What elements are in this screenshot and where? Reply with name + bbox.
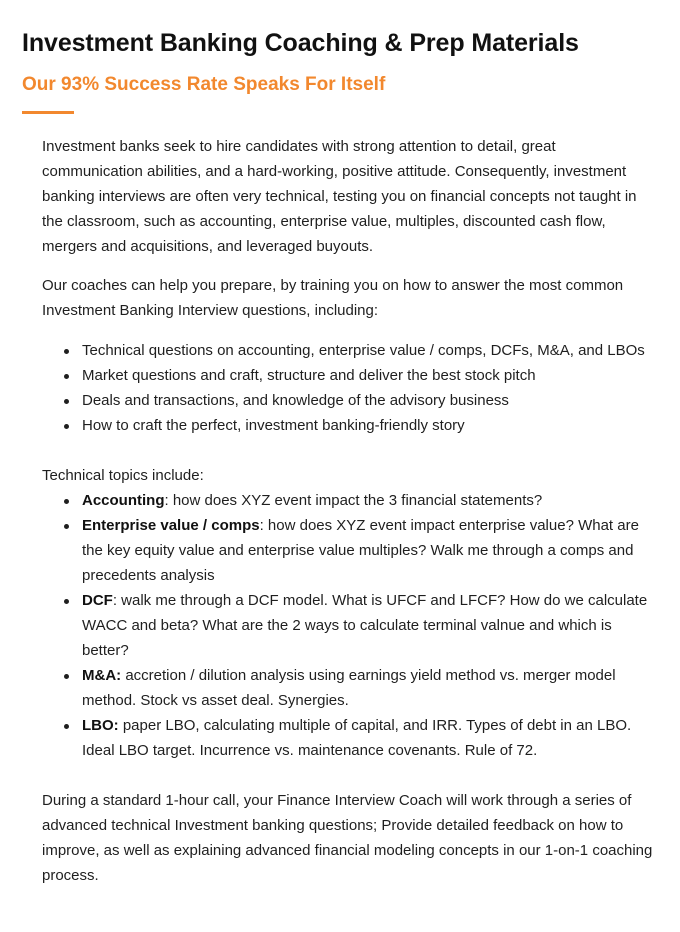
topic-description: : how does XYZ event impact enterprise value? What are the key equity value and enterprise value multiples? Walk me through a comps and precedents analysis [82,517,639,584]
topic-description: accretion / dilution analysis using earnings yield method vs. merger model method. Stock vs asset deal. Synergies. [82,667,616,709]
topic-term: Accounting [82,492,165,509]
list-item: Deals and transactions, and knowledge of the advisory business [42,388,654,413]
topic-item-dcf [42,588,654,663]
list-item: Technical questions on accounting, enterprise value / comps, DCFs, M&A, and LBOs [42,338,654,363]
topic-item-lbo [42,713,654,763]
topic-description: : walk me through a DCF model. What is UFCF and LFCF? How do we calculate WACC and beta? What are the 2 ways to calculate terminal valnue and which is better? [82,592,648,659]
question-types-list [42,338,654,438]
intro-paragraph: Investment banks seek to hire candidates with strong attention to detail, great communication abilities, and a hard-working, positive attitude. Consequently, investment banking interviews are often very technical, testing you on financial concepts not taught in the classroom, such as accounting, enterprise value, multiples, discounted cash flow, mergers and acquisitions, and leveraged buyouts. [42,138,637,255]
topic-item-accounting [42,488,654,513]
topic-description: : how does XYZ event impact the 3 financial statements? [164,492,543,509]
closing-paragraph: During a standard 1-hour call, your Finance Interview Coach will work through a series of advanced technical Investment banking questions; Provide detailed feedback on how to improve, as well as explaining advanced financial modeling concepts in our 1-on-1 coaching process. [42,792,653,884]
topic-term: DCF [82,592,113,609]
subtitle-underline [22,111,74,114]
page-subtitle: Our 93% Success Rate Speaks For Itself [22,74,386,95]
list-item: Market questions and craft, structure and deliver the best stock pitch [42,363,654,388]
topics-intro: Technical topics include: [42,467,204,484]
coach-intro-paragraph: Our coaches can help you prepare, by training you on how to answer the most common Investment Banking Interview questions, including: [42,277,624,319]
topic-item-enterprise-value [42,513,654,588]
topic-description: paper LBO, calculating multiple of capital, and IRR. Types of debt in an LBO. Ideal LBO target. Incurrence vs. maintenance covenants. Rule of 72. [82,717,632,759]
article-body [42,134,654,888]
page-title: Investment Banking Coaching & Prep Materials [22,29,579,57]
topic-term: LBO: [82,717,119,734]
technical-topics-list [42,488,654,763]
topic-term: M&A: [82,667,122,684]
list-item: How to craft the perfect, investment banking-friendly story [42,413,654,438]
topic-item-ma [42,663,654,713]
topic-term: Enterprise value / comps [82,517,260,534]
